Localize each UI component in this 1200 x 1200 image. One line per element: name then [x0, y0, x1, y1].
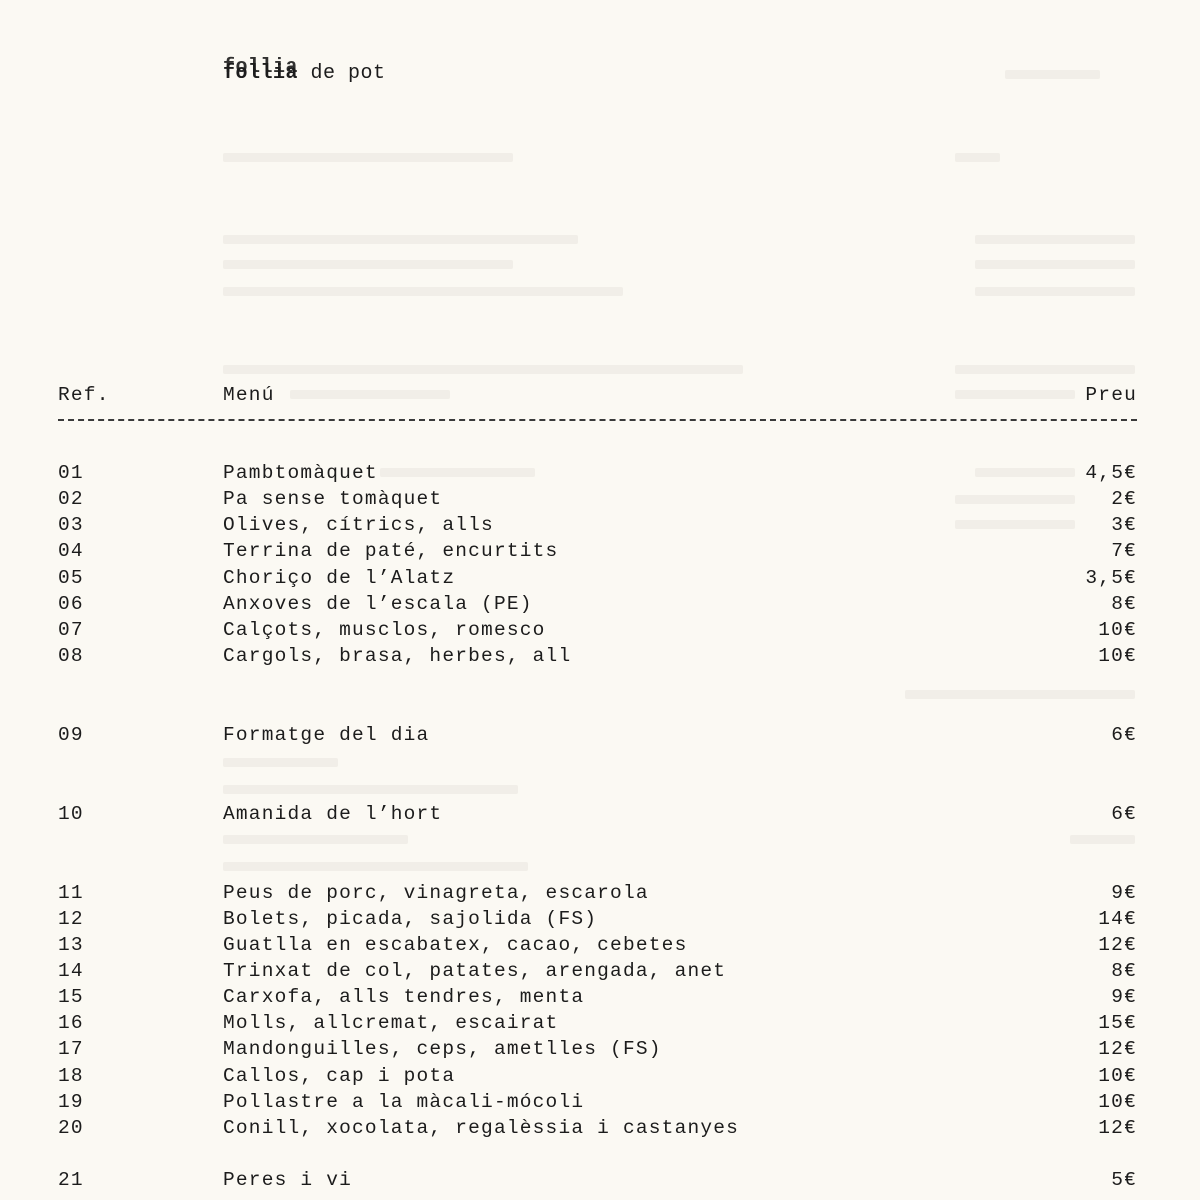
- item-price: 10€: [1098, 645, 1137, 667]
- item-name: Anxoves de l’escala (PE): [223, 593, 533, 615]
- item-name: Pa sense tomàquet: [223, 488, 443, 510]
- item-ref: 06: [58, 593, 84, 615]
- item-price: 9€: [1111, 986, 1137, 1008]
- item-ref: 01: [58, 462, 84, 484]
- item-ref: 15: [58, 986, 84, 1008]
- item-price: 10€: [1098, 1091, 1137, 1113]
- item-name: Conill, xocolata, regalèssia i castanyes: [223, 1117, 740, 1139]
- bleed-through-mark: [223, 862, 528, 871]
- item-price: 8€: [1111, 593, 1137, 615]
- item-price: 7€: [1111, 540, 1137, 562]
- item-ref: 03: [58, 514, 84, 536]
- bleed-through-mark: [955, 153, 1000, 162]
- bleed-through-mark: [223, 260, 513, 269]
- menu-row: [0, 567, 1200, 591]
- menu-row: [0, 1012, 1200, 1036]
- menu-row: [0, 488, 1200, 512]
- header-divider: [58, 419, 1137, 421]
- item-ref: 14: [58, 960, 84, 982]
- bleed-through-mark: [1070, 835, 1135, 844]
- brand-name: follia follia: [223, 62, 298, 85]
- menu-row: [0, 1117, 1200, 1141]
- item-price: 5€: [1111, 1169, 1137, 1191]
- item-ref: 02: [58, 488, 84, 510]
- item-name: Pambtomàquet: [223, 462, 378, 484]
- item-ref: 21: [58, 1169, 84, 1191]
- item-price: 10€: [1098, 1065, 1137, 1087]
- menu-row: [0, 1065, 1200, 1089]
- item-ref: 09: [58, 724, 84, 746]
- item-ref: 18: [58, 1065, 84, 1087]
- menu-row: [0, 462, 1200, 486]
- item-ref: 07: [58, 619, 84, 641]
- price-column-header: Preu: [1085, 384, 1137, 406]
- item-ref: 16: [58, 1012, 84, 1034]
- item-ref: 20: [58, 1117, 84, 1139]
- item-name: Carxofa, alls tendres, menta: [223, 986, 585, 1008]
- menu-row: [0, 882, 1200, 906]
- menu-row: [0, 803, 1200, 827]
- menu-row: [0, 593, 1200, 617]
- item-ref: 17: [58, 1038, 84, 1060]
- item-price: 14€: [1098, 908, 1137, 930]
- item-name: Pollastre a la màcali-mócoli: [223, 1091, 585, 1113]
- menu-row: [0, 619, 1200, 643]
- menu-row: [0, 514, 1200, 538]
- bleed-through-mark: [223, 835, 408, 844]
- bleed-through-mark: [975, 260, 1135, 269]
- item-name: Olives, cítrics, alls: [223, 514, 494, 536]
- item-ref: 19: [58, 1091, 84, 1113]
- ref-column-header: Ref.: [58, 384, 110, 406]
- item-price: 3,5€: [1085, 567, 1137, 589]
- item-price: 15€: [1098, 1012, 1137, 1034]
- item-name: Bolets, picada, sajolida (FS): [223, 908, 598, 930]
- item-price: 3€: [1111, 514, 1137, 536]
- item-ref: 12: [58, 908, 84, 930]
- menu-row: [0, 540, 1200, 564]
- item-name: Amanida de l’hort: [223, 803, 443, 825]
- item-price: 10€: [1098, 619, 1137, 641]
- bleed-through-mark: [975, 287, 1135, 296]
- item-name: Mandonguilles, ceps, ametlles (FS): [223, 1038, 662, 1060]
- item-ref: 10: [58, 803, 84, 825]
- item-ref: 04: [58, 540, 84, 562]
- menu-row: [0, 1091, 1200, 1115]
- menu-row: [0, 908, 1200, 932]
- table-header: [0, 384, 1200, 408]
- item-name: Molls, allcremat, escairat: [223, 1012, 559, 1034]
- item-name: Cargols, brasa, herbes, all: [223, 645, 572, 667]
- item-price: 12€: [1098, 1117, 1137, 1139]
- item-price: 6€: [1111, 803, 1137, 825]
- item-name: Peres i vi: [223, 1169, 353, 1191]
- menu-row: [0, 934, 1200, 958]
- item-name: Trinxat de col, patates, arengada, anet: [223, 960, 727, 982]
- bleed-through-mark: [223, 153, 513, 162]
- bleed-through-mark: [223, 758, 338, 767]
- menu-row: [0, 960, 1200, 984]
- bleed-through-mark: [975, 235, 1135, 244]
- item-name: Calçots, musclos, romesco: [223, 619, 546, 641]
- bleed-through-mark: [1005, 70, 1100, 79]
- menu-row: [0, 986, 1200, 1010]
- item-price: 6€: [1111, 724, 1137, 746]
- item-ref: 11: [58, 882, 84, 904]
- item-name: Peus de porc, vinagreta, escarola: [223, 882, 649, 904]
- bleed-through-mark: [905, 690, 1135, 699]
- bleed-through-mark: [223, 785, 518, 794]
- menu-row: [0, 1038, 1200, 1062]
- item-price: 8€: [1111, 960, 1137, 982]
- bleed-through-mark: [223, 365, 743, 374]
- menu-row: [0, 724, 1200, 748]
- title-suffix: de pot: [310, 62, 386, 85]
- item-price: 12€: [1098, 1038, 1137, 1060]
- item-name: Choriço de l’Alatz: [223, 567, 456, 589]
- item-name: Callos, cap i pota: [223, 1065, 456, 1087]
- item-ref: 05: [58, 567, 84, 589]
- item-price: 9€: [1111, 882, 1137, 904]
- menu-column-header: Menú: [223, 384, 275, 406]
- bleed-through-mark: [955, 365, 1135, 374]
- item-name: Terrina de paté, encurtits: [223, 540, 559, 562]
- bleed-through-mark: [223, 287, 623, 296]
- item-price: 2€: [1111, 488, 1137, 510]
- item-name: Formatge del dia: [223, 724, 430, 746]
- item-ref: 08: [58, 645, 84, 667]
- menu-row: [0, 645, 1200, 669]
- menu-title: [223, 62, 386, 85]
- menu-row: [0, 1169, 1200, 1193]
- item-name: Guatlla en escabatex, cacao, cebetes: [223, 934, 688, 956]
- item-price: 4,5€: [1085, 462, 1137, 484]
- item-ref: 13: [58, 934, 84, 956]
- bleed-through-mark: [223, 235, 578, 244]
- item-price: 12€: [1098, 934, 1137, 956]
